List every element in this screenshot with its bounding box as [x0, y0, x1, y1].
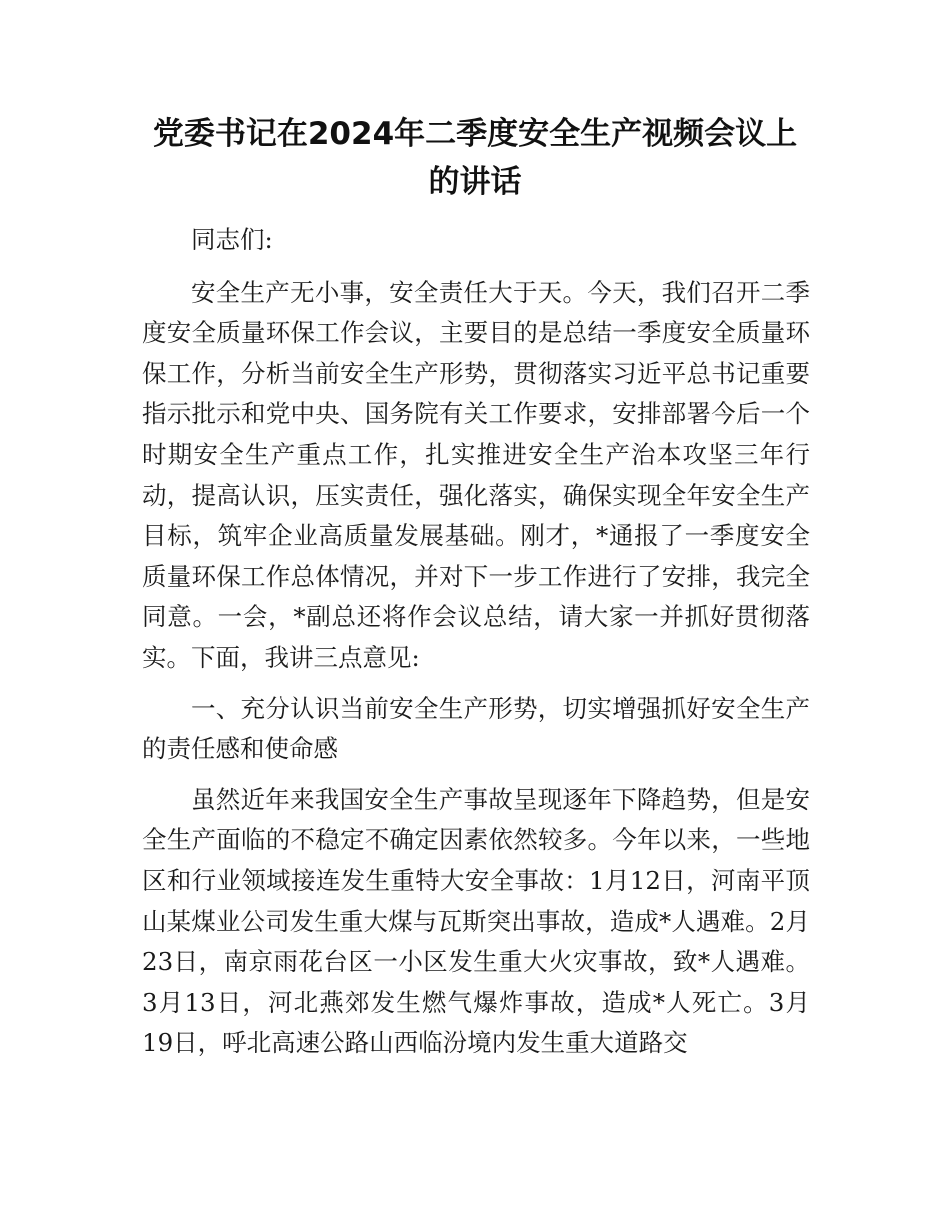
- title-line-2: 的讲话: [428, 164, 522, 200]
- greeting: 同志们:: [191, 225, 273, 254]
- paragraph-situation: 虽然近年来我国安全生产事故呈现逐年下降趋势，但是安全生产面临的不稳定不确定因素依然较多。今年以来，一些地区和行业领域接连发生重特大安全事故：1月12日，河南平顶山某煤业公司发生重大煤与瓦斯突出事故，造成*人遇难。2月23日，南京雨花台区一小区发生重大火灾事故，致*人遇难。3月13日，河北燕郊发生燃气爆炸事故，造成*人死亡。3月19日，呼北高速公路山西临汾境内发生重大道路交: [142, 784, 810, 1058]
- paragraph-intro: 安全生产无小事，安全责任大于天。今天，我们召开二季度安全质量环保工作会议，主要目的是总结一季度安全质量环保工作，分析当前安全生产形势，贯彻落实习近平总书记重要指示批示和党中央、国务院有关工作要求，安排部署今后一个时期安全生产重点工作，扎实推进安全生产治本攻坚三年行动，提高认识，压实责任，强化落实，确保实现全年安全生产目标，筑牢企业高质量发展基础。刚才，*通报了一季度安全质量环保工作总体情况，并对下一步工作进行了安排，我完全同意。一会，*副总还将作会议总结，请大家一并抓好贯彻落实。下面，我讲三点意见:: [142, 277, 810, 672]
- document-body: [142, 220, 810, 1074]
- title-line-1: 党委书记在2024年二季度安全生产视频会议上: [152, 116, 798, 152]
- section-heading-1: 一、充分认识当前安全生产形势，切实增强抓好安全生产的责任感和使命感: [142, 693, 810, 764]
- document-title: [140, 110, 810, 206]
